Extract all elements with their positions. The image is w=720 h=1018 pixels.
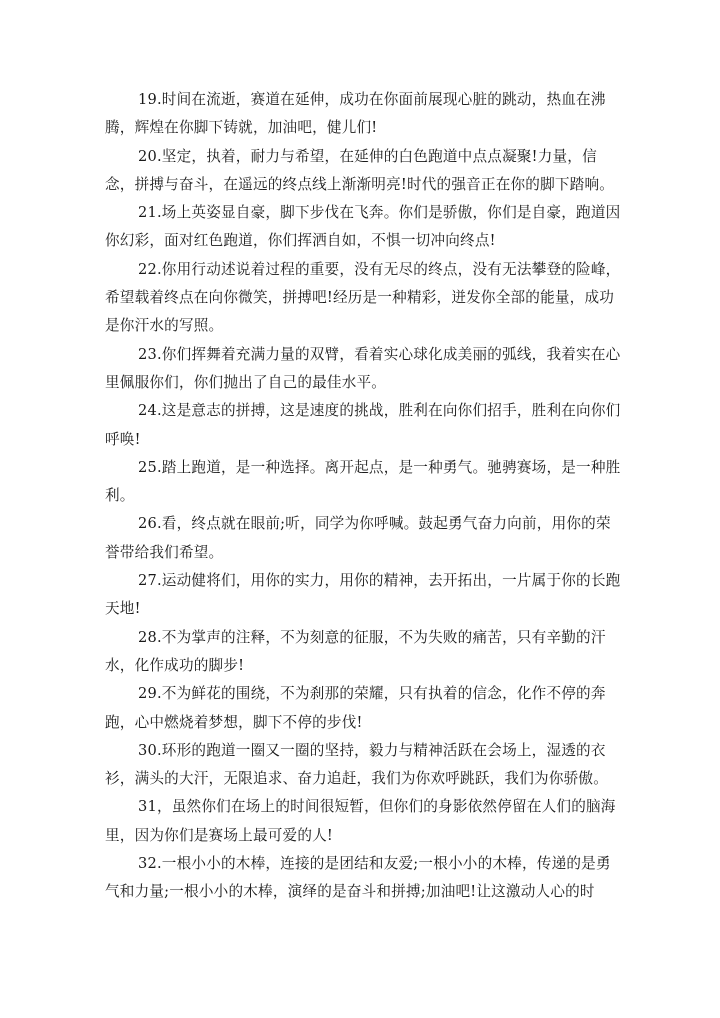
paragraph xyxy=(105,737,620,794)
paragraph-line: 31，虽然你们在场上的时间很短暂，但你们的身影依然停留在人们的脑海 xyxy=(138,798,616,816)
paragraph-line: 24.这是意志的拼搏，这是速度的挑战，胜利在向你们招手，胜利在向你们 xyxy=(138,402,621,420)
paragraph-line: 27.运动健将们，用你的实力，用你的精神，去开拓出，一片属于你的长跑 xyxy=(138,572,621,590)
paragraph xyxy=(105,510,620,567)
paragraph xyxy=(105,680,620,737)
paragraph-line: 20.坚定，执着，耐力与希望，在延伸的白色跑道中点点凝聚!力量，信 xyxy=(138,147,597,165)
paragraph-line: 腾，辉煌在你脚下铸就，加油吧，健儿们! xyxy=(105,119,378,137)
paragraph-line: 25.踏上跑道，是一种选择。离开起点，是一种勇气。驰骋赛场，是一种胜 xyxy=(138,458,621,476)
paragraph xyxy=(105,850,620,907)
paragraph-line: 29.不为鲜花的围绕，不为刹那的荣耀，只有执着的信念，化作不停的奔 xyxy=(138,685,606,703)
paragraph-line: 水，化作成功的脚步! xyxy=(105,656,245,674)
document-page xyxy=(105,86,620,907)
paragraph-line: 呼唤! xyxy=(105,430,141,448)
paragraph-line: 21.场上英姿显自豪，脚下步伐在飞奔。你们是骄傲，你们是自豪，跑道因 xyxy=(138,204,621,222)
paragraph xyxy=(105,199,620,256)
paragraph-line: 28.不为掌声的注释，不为刻意的征服，不为失败的痛苦，只有辛勤的汗 xyxy=(138,628,606,646)
paragraph-line: 19.时间在流逝，赛道在延伸，成功在你面前展现心脏的跳动，热血在沸 xyxy=(138,91,606,108)
paragraph-line: 里，因为你们是赛场上最可爱的人! xyxy=(105,826,333,844)
paragraph-line: 26.看，终点就在眼前;听，同学为你呼喊。鼓起勇气奋力向前，用你的荣 xyxy=(138,515,611,533)
paragraph-line: 天地! xyxy=(105,600,141,618)
paragraph-line: 跑，心中燃烧着梦想，脚下不停的步伐! xyxy=(105,713,363,731)
paragraph-line: 22.你用行动述说着过程的重要，没有无尽的终点，没有无法攀登的险峰， xyxy=(138,260,621,278)
paragraph xyxy=(105,567,620,624)
paragraph xyxy=(105,624,620,681)
paragraph xyxy=(105,341,620,398)
paragraph xyxy=(105,86,620,143)
paragraph-line: 誉带给我们希望。 xyxy=(105,543,224,561)
paragraph-line: 衫，满头的大汗，无限追求、奋力追赶，我们为你欢呼跳跃，我们为你骄傲。 xyxy=(105,770,608,788)
paragraph xyxy=(105,256,620,341)
paragraph xyxy=(105,143,620,200)
paragraph xyxy=(105,793,620,850)
paragraph-line: 利。 xyxy=(105,487,135,505)
paragraph-line: 气和力量;一根小小的木棒，演绎的是奋斗和拼搏;加油吧!让这激动人心的时 xyxy=(105,883,595,901)
paragraph-line: 念，拼搏与奋斗，在遥远的终点线上渐渐明亮!时代的强音正在你的脚下踏响。 xyxy=(105,175,615,193)
paragraph-line: 是你汗水的写照。 xyxy=(105,317,224,335)
paragraph-line: 30.环形的跑道一圈又一圈的坚持，毅力与精神活跃在会场上，湿透的衣 xyxy=(138,741,606,759)
paragraph-line: 23.你们挥舞着充满力量的双臂，看着实心球化成美丽的弧线，我着实在心 xyxy=(138,345,621,363)
paragraph-line: 希望载着终点在向你微笑，拼搏吧!经历是一种精彩，迸发你全部的能量，成功 xyxy=(105,289,615,307)
paragraph-line: 你幻彩，面对红色跑道，你们挥洒自如，不惧一切冲向终点! xyxy=(105,232,496,250)
paragraph xyxy=(105,454,620,511)
paragraph xyxy=(105,397,620,454)
paragraph-line: 32.一根小小的木棒，连接的是团结和友爱;一根小小的木棒，传递的是勇 xyxy=(138,855,611,873)
paragraph-line: 里佩服你们，你们抛出了自己的最佳水平。 xyxy=(105,373,387,391)
